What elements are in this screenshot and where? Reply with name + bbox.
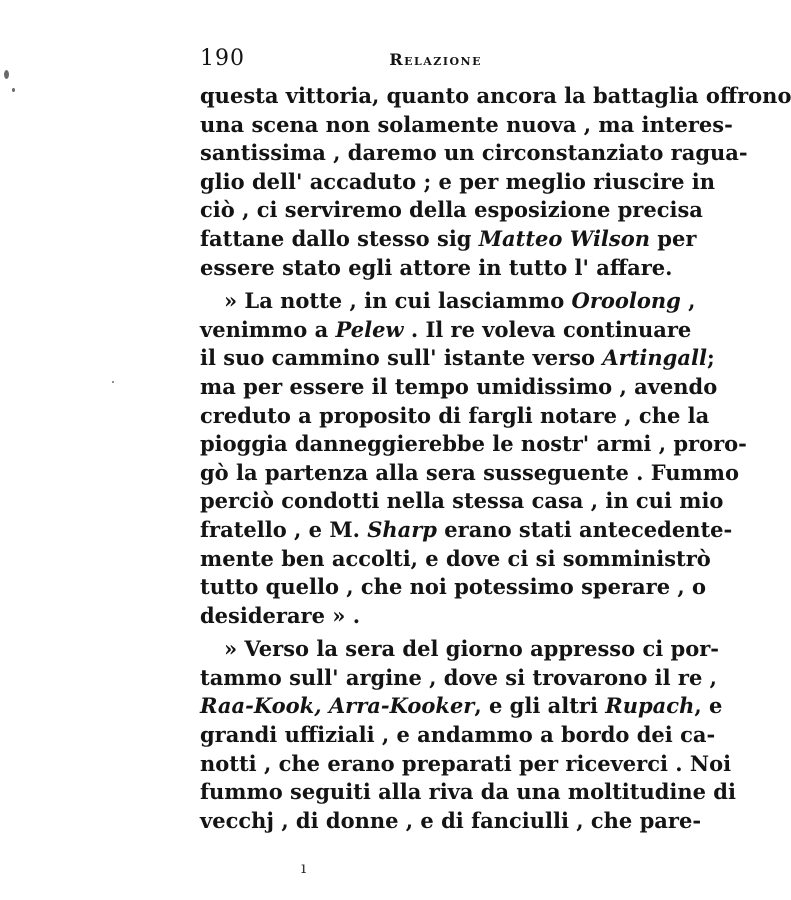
text-run: ; [706, 345, 715, 371]
text-line [200, 402, 710, 431]
text-run: tutto quello , che noi potessimo sperare , o [200, 574, 706, 600]
running-head: Relazione [389, 50, 482, 69]
italic-name: Matteo Wilson [478, 225, 650, 251]
page-header [200, 46, 482, 76]
footer-mark: ı [301, 858, 307, 877]
text-run: mente ben accolti, e dove ci si somministrò [200, 545, 711, 571]
text-line [200, 516, 733, 545]
text-line [200, 459, 739, 488]
text-run: santissima , daremo un circonstanziato ragua- [200, 140, 748, 166]
text-run: » Verso la sera del giorno appresso ci por- [224, 636, 719, 662]
italic-name: Sharp [367, 516, 437, 542]
text-run: notti , che erano preparati per riceverci . Noi [200, 750, 732, 776]
italic-name: Artingall [602, 345, 707, 371]
text-line [200, 254, 673, 283]
text-run: essere stato egli attore in tutto l' affare. [200, 254, 673, 280]
margin-speck [112, 381, 114, 383]
text-run: una scena non solamente nuova , ma interes- [200, 111, 733, 137]
text-run: fratello , e M. [200, 516, 368, 542]
text-run: , e gli altri [474, 693, 606, 719]
text-run: desiderare » . [200, 602, 361, 628]
text-line [200, 111, 733, 140]
text-line [200, 316, 692, 345]
margin-speck [12, 88, 15, 92]
text-run: , [680, 288, 696, 314]
text-line [200, 778, 736, 807]
text-line [200, 807, 702, 836]
text-line [200, 573, 706, 602]
text-line [200, 82, 791, 111]
text-run: grandi uffiziali , e andammo a bordo dei ca- [200, 722, 716, 748]
text-run: ciò , ci serviremo della esposizione precisa [200, 197, 703, 223]
text-line [200, 373, 718, 402]
text-line [200, 545, 711, 574]
text-line [200, 168, 716, 197]
text-line [200, 602, 642, 631]
margin-speck [4, 70, 9, 79]
page-number: 190 [200, 46, 245, 71]
text-run: perciò condotti nella stessa casa , in cui mio [200, 488, 724, 514]
text-line [200, 430, 747, 459]
text-line [200, 692, 723, 721]
italic-name: Rupach [605, 693, 695, 719]
text-run: questa vittoria, quanto ancora la battaglia offrono [200, 83, 791, 108]
text-run: creduto a proposito di fargli notare , che la [200, 402, 710, 428]
text-line [200, 635, 719, 664]
text-line [200, 721, 716, 750]
paragraph [200, 635, 736, 835]
text-line [200, 487, 724, 516]
text-run: tammo sull' argine , dove si trovarono il re , [200, 664, 717, 690]
body-text [200, 82, 791, 835]
text-run: fummo seguiti alla riva da una moltitudine di [200, 779, 736, 805]
text-line [200, 225, 697, 254]
text-run: » La notte , in cui lasciammo [224, 288, 572, 314]
text-line [200, 750, 732, 779]
text-run: ma per essere il tempo umidissimo , avendo [200, 373, 718, 399]
paragraph [200, 82, 791, 282]
text-run: erano stati antecedente- [437, 516, 733, 542]
text-run: glio dell' accaduto ; e per meglio riuscire in [200, 168, 716, 194]
text-line [200, 139, 748, 168]
text-run: , e [694, 693, 723, 719]
text-line [200, 196, 703, 225]
text-run: per [650, 225, 697, 251]
text-run: pioggia danneggierebbe le nostr' armi , proro- [200, 431, 747, 457]
italic-name: Pelew [335, 316, 404, 342]
text-run: vecchj , di donne , e di fanciulli , che pare- [200, 807, 702, 833]
text-run: gò la partenza alla sera susseguente . Fummo [200, 459, 739, 485]
paragraph [200, 287, 747, 630]
text-line [200, 344, 715, 373]
text-line [200, 287, 696, 316]
italic-name: Raa-Kook, Arra-Kooker [200, 693, 475, 719]
italic-name: Oroolong [571, 288, 681, 314]
text-run: fattane dallo stesso sig [200, 225, 479, 251]
text-line [200, 664, 717, 693]
text-run: . Il re voleva continuare [403, 316, 692, 342]
text-run: il suo cammino sull' istante verso [200, 345, 603, 371]
text-run: venimmo a [200, 316, 336, 342]
